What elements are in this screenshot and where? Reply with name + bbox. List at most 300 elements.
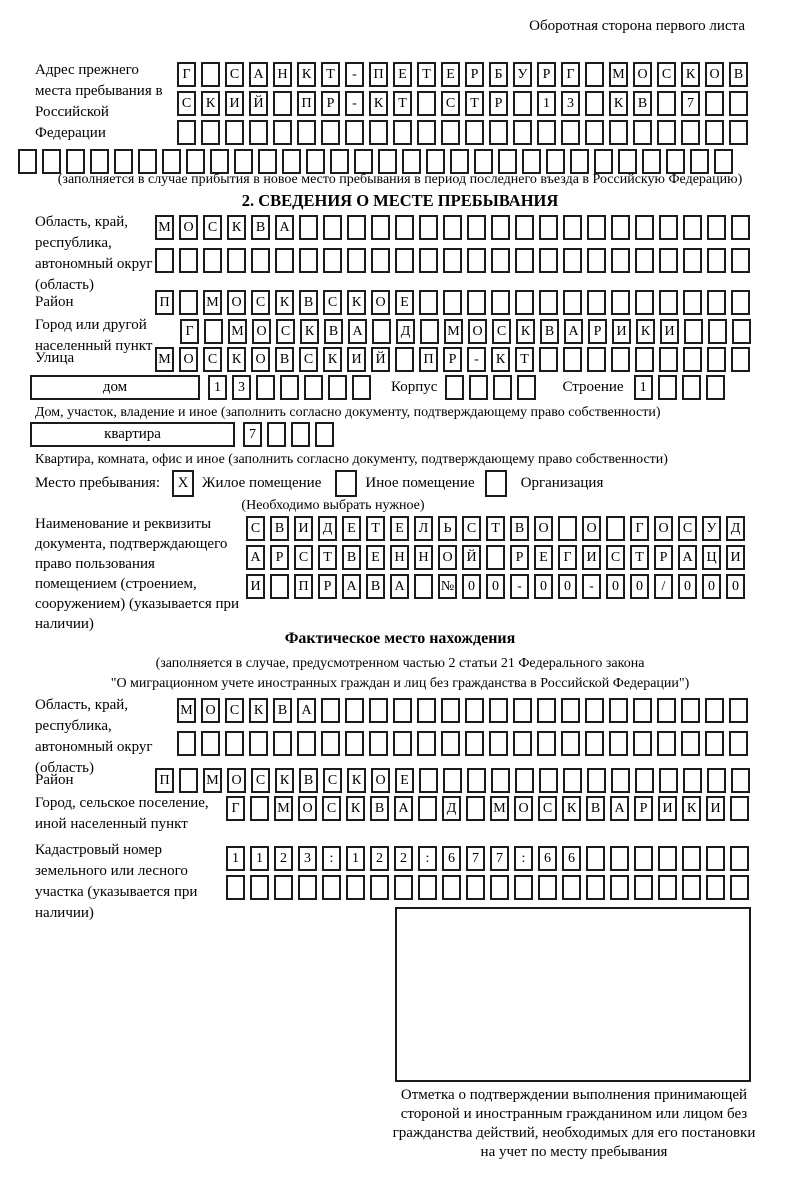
char-box[interactable]: 7 bbox=[490, 846, 509, 871]
char-box[interactable]: Е bbox=[366, 545, 385, 570]
char-box[interactable] bbox=[562, 875, 581, 900]
char-box[interactable] bbox=[731, 347, 750, 372]
char-box[interactable] bbox=[682, 846, 701, 871]
char-box[interactable] bbox=[298, 875, 317, 900]
char-box[interactable] bbox=[515, 290, 534, 315]
char-box[interactable] bbox=[226, 875, 245, 900]
char-box[interactable] bbox=[467, 290, 486, 315]
char-box[interactable]: Е bbox=[534, 545, 553, 570]
char-box[interactable]: Д bbox=[442, 796, 461, 821]
char-box[interactable]: К bbox=[275, 290, 294, 315]
char-box[interactable] bbox=[707, 215, 726, 240]
char-box[interactable] bbox=[393, 698, 412, 723]
char-box[interactable] bbox=[328, 375, 347, 400]
char-box[interactable] bbox=[443, 215, 462, 240]
char-box[interactable] bbox=[610, 846, 629, 871]
char-box[interactable] bbox=[395, 347, 414, 372]
char-box[interactable] bbox=[609, 698, 628, 723]
char-box[interactable] bbox=[467, 215, 486, 240]
char-box[interactable]: : bbox=[514, 846, 533, 871]
char-box[interactable]: Т bbox=[321, 62, 340, 87]
char-box[interactable] bbox=[201, 120, 220, 145]
char-box[interactable]: К bbox=[227, 347, 246, 372]
char-box[interactable]: И bbox=[225, 91, 244, 116]
char-box[interactable] bbox=[609, 731, 628, 756]
char-box[interactable] bbox=[275, 248, 294, 273]
char-box[interactable]: Ь bbox=[438, 516, 457, 541]
char-box[interactable]: К bbox=[227, 215, 246, 240]
char-box[interactable] bbox=[539, 290, 558, 315]
char-box[interactable] bbox=[467, 768, 486, 793]
char-box[interactable]: - bbox=[510, 574, 529, 599]
char-box[interactable] bbox=[658, 375, 677, 400]
char-box[interactable] bbox=[299, 248, 318, 273]
char-box[interactable] bbox=[611, 347, 630, 372]
char-box[interactable]: Р bbox=[588, 319, 607, 344]
char-box[interactable] bbox=[657, 731, 676, 756]
char-box[interactable] bbox=[467, 248, 486, 273]
char-box[interactable] bbox=[633, 120, 652, 145]
char-box[interactable]: С bbox=[276, 319, 295, 344]
char-box[interactable]: С bbox=[203, 347, 222, 372]
char-box[interactable] bbox=[586, 875, 605, 900]
char-box[interactable]: А bbox=[564, 319, 583, 344]
char-box[interactable] bbox=[611, 290, 630, 315]
char-box[interactable] bbox=[684, 319, 703, 344]
char-box[interactable]: С bbox=[441, 91, 460, 116]
char-box[interactable] bbox=[352, 375, 371, 400]
char-box[interactable]: С bbox=[657, 62, 676, 87]
char-box[interactable] bbox=[587, 768, 606, 793]
char-box[interactable] bbox=[587, 347, 606, 372]
char-box[interactable] bbox=[635, 248, 654, 273]
char-box[interactable] bbox=[561, 698, 580, 723]
char-box[interactable]: Д bbox=[396, 319, 415, 344]
char-box[interactable] bbox=[441, 120, 460, 145]
char-box[interactable]: Т bbox=[630, 545, 649, 570]
char-box[interactable] bbox=[177, 731, 196, 756]
char-box[interactable]: О bbox=[298, 796, 317, 821]
char-box[interactable] bbox=[345, 120, 364, 145]
char-box[interactable] bbox=[515, 215, 534, 240]
char-box[interactable] bbox=[489, 120, 508, 145]
char-box[interactable] bbox=[203, 248, 222, 273]
char-box[interactable] bbox=[681, 120, 700, 145]
char-box[interactable]: О bbox=[514, 796, 533, 821]
char-box[interactable]: Н bbox=[273, 62, 292, 87]
char-box[interactable] bbox=[634, 846, 653, 871]
char-box[interactable] bbox=[585, 698, 604, 723]
char-box[interactable] bbox=[683, 347, 702, 372]
char-box[interactable] bbox=[681, 731, 700, 756]
char-box[interactable] bbox=[490, 875, 509, 900]
char-box[interactable]: 0 bbox=[630, 574, 649, 599]
char-box[interactable] bbox=[201, 62, 220, 87]
char-box[interactable]: И bbox=[612, 319, 631, 344]
char-box[interactable]: 1 bbox=[537, 91, 556, 116]
char-box[interactable] bbox=[683, 768, 702, 793]
char-box[interactable] bbox=[417, 91, 436, 116]
char-box[interactable]: С bbox=[606, 545, 625, 570]
char-box[interactable]: И bbox=[582, 545, 601, 570]
char-box[interactable]: Т bbox=[486, 516, 505, 541]
char-box[interactable]: В bbox=[366, 574, 385, 599]
char-box[interactable]: 7 bbox=[681, 91, 700, 116]
char-box[interactable]: П bbox=[369, 62, 388, 87]
char-box[interactable] bbox=[659, 248, 678, 273]
char-box[interactable] bbox=[585, 91, 604, 116]
char-box[interactable] bbox=[706, 846, 725, 871]
char-box[interactable] bbox=[486, 545, 505, 570]
char-box[interactable] bbox=[299, 215, 318, 240]
char-box[interactable]: Р bbox=[634, 796, 653, 821]
char-box[interactable] bbox=[730, 796, 749, 821]
char-box[interactable]: В bbox=[270, 516, 289, 541]
char-box[interactable]: Г bbox=[561, 62, 580, 87]
char-box[interactable]: И bbox=[347, 347, 366, 372]
char-box[interactable]: Р bbox=[489, 91, 508, 116]
char-box[interactable] bbox=[731, 215, 750, 240]
char-box[interactable] bbox=[563, 290, 582, 315]
char-box[interactable] bbox=[395, 248, 414, 273]
char-box[interactable] bbox=[273, 91, 292, 116]
char-box[interactable]: А bbox=[678, 545, 697, 570]
char-box[interactable]: У bbox=[513, 62, 532, 87]
char-box[interactable]: О bbox=[227, 290, 246, 315]
char-box[interactable]: П bbox=[419, 347, 438, 372]
char-box[interactable] bbox=[179, 248, 198, 273]
char-box[interactable] bbox=[563, 347, 582, 372]
char-box[interactable]: М bbox=[609, 62, 628, 87]
char-box[interactable]: А bbox=[394, 796, 413, 821]
char-box[interactable] bbox=[537, 731, 556, 756]
char-box[interactable]: О bbox=[371, 290, 390, 315]
char-box[interactable]: Н bbox=[390, 545, 409, 570]
char-box[interactable]: М bbox=[155, 347, 174, 372]
char-box[interactable] bbox=[443, 768, 462, 793]
char-box[interactable] bbox=[419, 290, 438, 315]
char-box[interactable] bbox=[371, 215, 390, 240]
char-box[interactable]: К bbox=[682, 796, 701, 821]
char-box[interactable] bbox=[489, 731, 508, 756]
char-box[interactable]: К bbox=[516, 319, 535, 344]
char-box[interactable]: - bbox=[345, 62, 364, 87]
char-box[interactable] bbox=[563, 248, 582, 273]
char-box[interactable]: И bbox=[246, 574, 265, 599]
char-box[interactable] bbox=[707, 290, 726, 315]
char-box[interactable] bbox=[539, 215, 558, 240]
char-box[interactable]: А bbox=[297, 698, 316, 723]
char-box[interactable]: Е bbox=[441, 62, 460, 87]
char-box[interactable] bbox=[611, 248, 630, 273]
char-box[interactable]: 0 bbox=[726, 574, 745, 599]
char-box[interactable] bbox=[729, 698, 748, 723]
char-box[interactable]: № bbox=[438, 574, 457, 599]
char-box[interactable] bbox=[657, 698, 676, 723]
char-box[interactable]: И bbox=[660, 319, 679, 344]
char-box[interactable]: П bbox=[155, 768, 174, 793]
char-box[interactable] bbox=[323, 248, 342, 273]
char-box[interactable]: А bbox=[348, 319, 367, 344]
char-box[interactable] bbox=[706, 375, 725, 400]
char-box[interactable]: 1 bbox=[250, 846, 269, 871]
char-box[interactable]: К bbox=[491, 347, 510, 372]
char-box[interactable]: Е bbox=[390, 516, 409, 541]
char-box[interactable]: К bbox=[347, 768, 366, 793]
char-box[interactable] bbox=[558, 516, 577, 541]
char-box[interactable] bbox=[609, 120, 628, 145]
char-box[interactable]: 1 bbox=[634, 375, 653, 400]
char-box[interactable] bbox=[561, 120, 580, 145]
char-box[interactable]: М bbox=[490, 796, 509, 821]
char-box[interactable]: С bbox=[246, 516, 265, 541]
char-box[interactable] bbox=[707, 347, 726, 372]
char-box[interactable]: 0 bbox=[678, 574, 697, 599]
char-box[interactable]: 1 bbox=[346, 846, 365, 871]
char-box[interactable] bbox=[611, 215, 630, 240]
char-box[interactable] bbox=[561, 731, 580, 756]
char-box[interactable]: В bbox=[586, 796, 605, 821]
char-box[interactable]: А bbox=[246, 545, 265, 570]
char-box[interactable]: М bbox=[177, 698, 196, 723]
char-box[interactable]: И bbox=[658, 796, 677, 821]
char-box[interactable] bbox=[291, 422, 310, 447]
char-box[interactable]: В bbox=[370, 796, 389, 821]
char-box[interactable] bbox=[249, 731, 268, 756]
char-box[interactable]: К bbox=[369, 91, 388, 116]
char-box[interactable] bbox=[321, 698, 340, 723]
char-box[interactable]: М bbox=[274, 796, 293, 821]
char-box[interactable]: Р bbox=[318, 574, 337, 599]
char-box[interactable]: В bbox=[299, 290, 318, 315]
char-box[interactable]: К bbox=[249, 698, 268, 723]
char-box[interactable] bbox=[491, 248, 510, 273]
char-box[interactable]: М bbox=[203, 768, 222, 793]
char-box[interactable]: 3 bbox=[298, 846, 317, 871]
char-box[interactable]: Т bbox=[417, 62, 436, 87]
char-box[interactable]: В bbox=[729, 62, 748, 87]
char-box[interactable] bbox=[683, 248, 702, 273]
char-box[interactable] bbox=[587, 248, 606, 273]
char-box[interactable]: О bbox=[227, 768, 246, 793]
char-box[interactable]: О bbox=[654, 516, 673, 541]
char-box[interactable] bbox=[441, 731, 460, 756]
char-box[interactable] bbox=[705, 120, 724, 145]
char-box[interactable]: А bbox=[390, 574, 409, 599]
char-box[interactable] bbox=[585, 731, 604, 756]
char-box[interactable] bbox=[322, 875, 341, 900]
char-box[interactable] bbox=[225, 731, 244, 756]
char-box[interactable] bbox=[683, 215, 702, 240]
char-box[interactable]: К bbox=[346, 796, 365, 821]
char-box[interactable]: 0 bbox=[534, 574, 553, 599]
char-box[interactable] bbox=[513, 698, 532, 723]
char-box[interactable] bbox=[706, 875, 725, 900]
char-box[interactable]: О bbox=[582, 516, 601, 541]
char-box[interactable]: 0 bbox=[606, 574, 625, 599]
char-box[interactable]: / bbox=[654, 574, 673, 599]
char-box[interactable]: С bbox=[492, 319, 511, 344]
char-box[interactable]: 3 bbox=[232, 375, 251, 400]
char-box[interactable]: Й bbox=[371, 347, 390, 372]
char-box[interactable]: О bbox=[251, 347, 270, 372]
char-box[interactable]: 2 bbox=[274, 846, 293, 871]
char-box[interactable]: Т bbox=[465, 91, 484, 116]
char-box[interactable] bbox=[465, 698, 484, 723]
char-box[interactable]: : bbox=[418, 846, 437, 871]
char-box[interactable] bbox=[280, 375, 299, 400]
char-box[interactable]: С bbox=[299, 347, 318, 372]
char-box[interactable]: 2 bbox=[370, 846, 389, 871]
char-box[interactable]: В bbox=[275, 347, 294, 372]
char-box[interactable]: Т bbox=[366, 516, 385, 541]
char-box[interactable] bbox=[705, 91, 724, 116]
char-box[interactable]: Р bbox=[654, 545, 673, 570]
checkbox-zhiloe[interactable]: X bbox=[172, 470, 194, 497]
char-box[interactable]: Г bbox=[226, 796, 245, 821]
char-box[interactable]: П bbox=[294, 574, 313, 599]
char-box[interactable] bbox=[635, 347, 654, 372]
char-box[interactable] bbox=[681, 698, 700, 723]
char-box[interactable] bbox=[419, 768, 438, 793]
char-box[interactable] bbox=[417, 120, 436, 145]
char-box[interactable]: Р bbox=[510, 545, 529, 570]
char-box[interactable]: Й bbox=[462, 545, 481, 570]
char-box[interactable] bbox=[635, 215, 654, 240]
char-box[interactable] bbox=[469, 375, 488, 400]
char-box[interactable]: К bbox=[323, 347, 342, 372]
char-box[interactable] bbox=[297, 731, 316, 756]
char-box[interactable]: О bbox=[534, 516, 553, 541]
char-box[interactable] bbox=[155, 248, 174, 273]
char-box[interactable] bbox=[393, 731, 412, 756]
char-box[interactable]: Р bbox=[465, 62, 484, 87]
char-box[interactable] bbox=[267, 422, 286, 447]
char-box[interactable] bbox=[539, 347, 558, 372]
char-box[interactable]: О bbox=[371, 768, 390, 793]
char-box[interactable]: К bbox=[347, 290, 366, 315]
char-box[interactable] bbox=[611, 768, 630, 793]
char-box[interactable] bbox=[731, 290, 750, 315]
char-box[interactable]: В bbox=[299, 768, 318, 793]
char-box[interactable] bbox=[537, 698, 556, 723]
char-box[interactable]: В bbox=[633, 91, 652, 116]
char-box[interactable]: Е bbox=[342, 516, 361, 541]
char-box[interactable] bbox=[414, 574, 433, 599]
char-box[interactable]: Д bbox=[726, 516, 745, 541]
char-box[interactable] bbox=[250, 875, 269, 900]
char-box[interactable] bbox=[250, 796, 269, 821]
char-box[interactable] bbox=[537, 120, 556, 145]
char-box[interactable] bbox=[227, 248, 246, 273]
char-box[interactable] bbox=[465, 731, 484, 756]
char-box[interactable]: С bbox=[323, 290, 342, 315]
char-box[interactable] bbox=[682, 375, 701, 400]
char-box[interactable] bbox=[274, 875, 293, 900]
char-box[interactable] bbox=[705, 698, 724, 723]
char-box[interactable] bbox=[445, 375, 464, 400]
char-box[interactable] bbox=[394, 875, 413, 900]
char-box[interactable] bbox=[682, 875, 701, 900]
char-box[interactable] bbox=[731, 768, 750, 793]
char-box[interactable]: О bbox=[468, 319, 487, 344]
char-box[interactable] bbox=[371, 248, 390, 273]
char-box[interactable]: Е bbox=[393, 62, 412, 87]
char-box[interactable] bbox=[633, 698, 652, 723]
char-box[interactable]: А bbox=[610, 796, 629, 821]
char-box[interactable]: Г bbox=[180, 319, 199, 344]
char-box[interactable]: К bbox=[609, 91, 628, 116]
char-box[interactable] bbox=[420, 319, 439, 344]
char-box[interactable] bbox=[708, 319, 727, 344]
char-box[interactable]: Л bbox=[414, 516, 433, 541]
char-box[interactable] bbox=[563, 768, 582, 793]
char-box[interactable] bbox=[657, 91, 676, 116]
char-box[interactable] bbox=[657, 120, 676, 145]
char-box[interactable] bbox=[369, 698, 388, 723]
char-box[interactable] bbox=[177, 120, 196, 145]
char-box[interactable]: 0 bbox=[486, 574, 505, 599]
char-box[interactable] bbox=[658, 846, 677, 871]
char-box[interactable] bbox=[633, 731, 652, 756]
char-box[interactable] bbox=[515, 248, 534, 273]
char-box[interactable] bbox=[346, 875, 365, 900]
char-box[interactable] bbox=[370, 875, 389, 900]
char-box[interactable] bbox=[347, 215, 366, 240]
char-box[interactable] bbox=[395, 215, 414, 240]
char-box[interactable]: М bbox=[444, 319, 463, 344]
char-box[interactable]: О bbox=[438, 545, 457, 570]
char-box[interactable]: Р bbox=[270, 545, 289, 570]
char-box[interactable]: Р bbox=[321, 91, 340, 116]
char-box[interactable]: Т bbox=[393, 91, 412, 116]
char-box[interactable]: И bbox=[706, 796, 725, 821]
char-box[interactable]: К bbox=[275, 768, 294, 793]
char-box[interactable] bbox=[586, 846, 605, 871]
char-box[interactable]: С bbox=[538, 796, 557, 821]
char-box[interactable]: В bbox=[510, 516, 529, 541]
char-box[interactable]: А bbox=[275, 215, 294, 240]
char-box[interactable]: В bbox=[251, 215, 270, 240]
char-box[interactable]: 6 bbox=[538, 846, 557, 871]
char-box[interactable]: : bbox=[322, 846, 341, 871]
char-box[interactable]: С bbox=[251, 768, 270, 793]
char-box[interactable] bbox=[393, 120, 412, 145]
char-box[interactable]: К bbox=[636, 319, 655, 344]
char-box[interactable] bbox=[610, 875, 629, 900]
char-box[interactable] bbox=[729, 120, 748, 145]
char-box[interactable] bbox=[418, 875, 437, 900]
char-box[interactable] bbox=[515, 768, 534, 793]
char-box[interactable] bbox=[493, 375, 512, 400]
char-box[interactable] bbox=[513, 91, 532, 116]
char-box[interactable] bbox=[466, 875, 485, 900]
char-box[interactable]: О bbox=[179, 215, 198, 240]
char-box[interactable] bbox=[707, 768, 726, 793]
char-box[interactable] bbox=[491, 768, 510, 793]
char-box[interactable] bbox=[347, 248, 366, 273]
char-box[interactable]: С bbox=[225, 62, 244, 87]
char-box[interactable]: И bbox=[726, 545, 745, 570]
char-box[interactable] bbox=[315, 422, 334, 447]
char-box[interactable] bbox=[587, 290, 606, 315]
char-box[interactable]: Н bbox=[414, 545, 433, 570]
char-box[interactable] bbox=[635, 290, 654, 315]
char-box[interactable] bbox=[517, 375, 536, 400]
char-box[interactable] bbox=[729, 91, 748, 116]
char-box[interactable] bbox=[345, 731, 364, 756]
char-box[interactable]: 6 bbox=[562, 846, 581, 871]
